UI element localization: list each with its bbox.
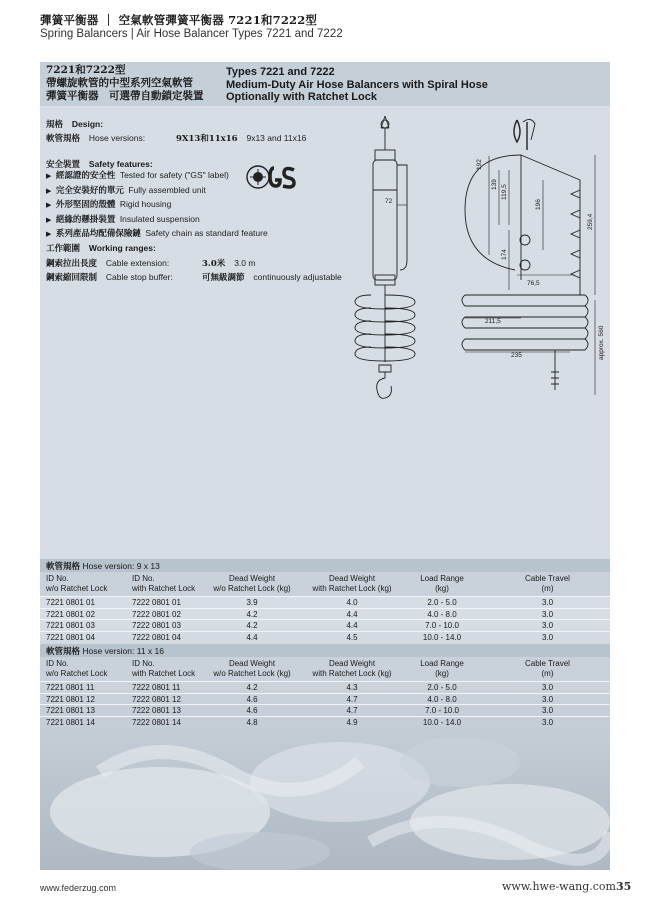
dim-174: 174 xyxy=(501,249,508,260)
dim-119-5: 119,5 xyxy=(501,184,508,200)
col-id-with: ID No. with Ratchet Lock xyxy=(132,659,196,678)
cable-extension-value: 3.0米 3.0 m xyxy=(202,258,256,269)
dim-192: 192 xyxy=(476,159,483,170)
table-row: 7221 0801 12 7222 0801 12 4.6 4.7 4.0 - 8.0 3.0 xyxy=(40,693,610,705)
balancer-front-view xyxy=(355,116,415,398)
col-cable-travel: Cable Travel (m) xyxy=(525,574,570,593)
footer-url-left[interactable]: www.federzug.com xyxy=(40,883,117,893)
safety-list xyxy=(46,168,268,241)
table2-header xyxy=(40,657,610,681)
table1-header xyxy=(40,572,610,596)
col-load-range: Load Range (kg) xyxy=(420,659,464,678)
table-row: 7221 0801 03 7222 0801 03 4.2 4.4 7.0 - 10.0 3.0 xyxy=(40,619,610,631)
table-row: 7221 0801 11 7222 0801 11 4.2 4.3 2.0 - 5.0 3.0 xyxy=(40,681,610,693)
dim-259-4: 259,4 xyxy=(587,213,594,230)
table-row: 7221 0801 14 7222 0801 14 4.8 4.9 10.0 - 14.0 3.0 xyxy=(40,716,610,728)
ranges-heading: 工作範圍 Working ranges: xyxy=(46,243,156,254)
table-row: 7221 0801 04 7222 0801 04 4.4 4.5 10.0 - 14.0 3.0 xyxy=(40,631,610,643)
header-en: Spring Balancers | Air Hose Balancer Types 7221 and 7222 xyxy=(40,28,343,40)
dim-196: 196 xyxy=(535,199,542,210)
col-weight-with: Dead Weight with Ratchet Lock (kg) xyxy=(312,659,392,678)
gs-certification-icon xyxy=(244,162,296,192)
dim-approx-560: approx. 560 xyxy=(598,325,605,360)
col-weight-wo: Dead Weight w/o Ratchet Lock (kg) xyxy=(213,659,291,678)
cable-stop-value: 可無級調節 continuously adjustable xyxy=(202,272,342,283)
col-id-wo: ID No. w/o Ratchet Lock xyxy=(46,659,108,678)
table-row: 7221 0801 13 7222 0801 13 4.6 4.7 7.0 - 10.0 3.0 xyxy=(40,704,610,716)
col-cable-travel: Cable Travel (m) xyxy=(525,659,570,678)
table-row: 7221 0801 02 7222 0801 02 4.2 4.4 4.0 - 8.0 3.0 xyxy=(40,608,610,620)
col-id-with: ID No. with Ratchet Lock xyxy=(132,574,196,593)
design-heading: 規格 Design: xyxy=(46,119,104,130)
title-zh: 7221和7222型 帶螺旋軟管的中型系列空氣軟管 彈簧平衡器 可選帶自動鎖定裝置 xyxy=(46,64,204,102)
title-en: Types 7221 and 7222 Medium-Duty Air Hose Balancers with Spiral Hose Optionally with Ratchet Lock xyxy=(226,66,488,103)
col-load-range: Load Range (kg) xyxy=(420,574,464,593)
col-weight-wo: Dead Weight w/o Ratchet Lock (kg) xyxy=(213,574,291,593)
footer-url-right[interactable]: www.hwe-wang.com35 xyxy=(502,880,632,893)
dim-76-5: 76,5 xyxy=(527,280,540,287)
page-number: 35 xyxy=(615,880,632,893)
header-zh: 彈簧平衡器 ｜ 空氣軟管彈簧平衡器 7221和7222型 xyxy=(40,13,318,27)
safety-item: ▶ 完全安裝好的單元 Fully assembled unit xyxy=(46,184,206,196)
safety-item: ▶ 絕緣的懸掛裝置 Insulated suspension xyxy=(46,213,200,225)
col-weight-with: Dead Weight with Ratchet Lock (kg) xyxy=(312,574,392,593)
cable-extension-label: 鋼索拉出長度 Cable extension: xyxy=(46,258,170,269)
dim-139: 139 xyxy=(491,179,498,190)
cable-stop-label: 鋼索縮回限制 Cable stop buffer: xyxy=(46,272,173,283)
table-row: 7221 0801 01 7222 0801 01 3.9 4.0 2.0 - 5.0 3.0 xyxy=(40,596,610,608)
col-id-wo: ID No. w/o Ratchet Lock xyxy=(46,574,108,593)
dim-72: 72 xyxy=(385,198,393,205)
table1-title: 軟管規格 Hose version: 9 x 13 xyxy=(40,559,610,572)
table2-title: 軟管規格 Hose version: 11 x 16 xyxy=(40,644,610,657)
safety-item: ▶ 外形堅固的殼體 Rigid housing xyxy=(46,199,172,210)
safety-heading: 安全裝置 Safety features: xyxy=(46,159,153,170)
safety-item: ▶ 系列產品均配備保險鏈 Safety chain as standard feature xyxy=(46,228,268,239)
hose-versions-value: 9X13和11x16 9x13 and 11x16 xyxy=(176,133,307,144)
technical-drawing xyxy=(345,110,607,410)
dim-235: 235 xyxy=(511,352,522,359)
safety-item: ▶ 經認證的安全性 Tested for safety ("GS" label) xyxy=(46,170,229,181)
hose-versions-label: 軟管規格 Hose versions: xyxy=(46,133,146,144)
dim-211-5: 211,5 xyxy=(485,318,501,325)
